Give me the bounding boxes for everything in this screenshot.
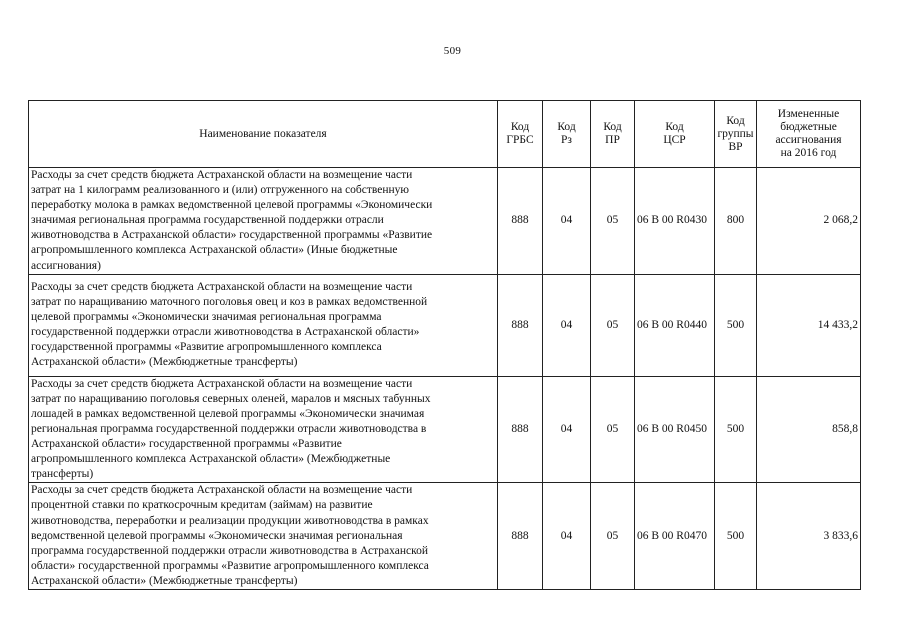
row-name-line: затрат на 1 килограмм реализованного и (или) отгруженного на собственную xyxy=(31,184,410,197)
row-name-line: значимая региональная программа государственной поддержки отрасли xyxy=(31,214,384,227)
header-rz xyxy=(543,101,591,168)
row-name-line: области» государственной программы «Развитие агропромышленного комплекса xyxy=(31,559,429,572)
row-rz: 04 xyxy=(543,274,591,376)
table-row xyxy=(29,483,861,590)
header-grbs-line: ГРБС xyxy=(506,134,534,146)
row-vr: 500 xyxy=(715,483,757,590)
row-name-cell xyxy=(29,483,498,590)
row-name-line: агропромышленного комплекса Астраханской области» (Межбюджетные xyxy=(31,453,391,466)
header-csr-line: ЦСР xyxy=(663,134,686,146)
row-amount: 3 833,6 xyxy=(757,483,861,590)
row-rz: 04 xyxy=(543,376,591,483)
row-name-line: лошадей в рамках ведомственной целевой программы «Экономически значимая xyxy=(31,407,425,420)
row-name-line: агропромышленного комплекса Астраханской области» (Иные бюджетные xyxy=(31,244,398,257)
header-pr xyxy=(591,101,635,168)
header-amount-line: бюджетные xyxy=(780,121,837,133)
table-header-row xyxy=(29,101,861,168)
row-name-line: ассигнования) xyxy=(31,259,101,272)
table-row xyxy=(29,168,861,275)
row-csr: 06 В 00 R0450 xyxy=(635,376,715,483)
row-name-line: Астраханской области» (Межбюджетные трансферты) xyxy=(31,356,298,369)
row-amount: 2 068,2 xyxy=(757,168,861,275)
row-grbs: 888 xyxy=(498,376,543,483)
header-grbs xyxy=(498,101,543,168)
header-name: Наименование показателя xyxy=(29,101,498,168)
row-name-cell xyxy=(29,274,498,376)
row-vr: 500 xyxy=(715,376,757,483)
row-name-line: Расходы за счет средств бюджета Астраханской области на возмещение части xyxy=(31,280,413,293)
header-rz-line: Код xyxy=(557,121,576,133)
header-pr-line: Код xyxy=(603,121,622,133)
budget-table xyxy=(28,100,861,590)
row-name-line: региональная программа государственной поддержки отрасли животноводства в xyxy=(31,422,427,435)
table-row xyxy=(29,274,861,376)
row-name-line: животноводства в Астраханской области» государственной программы «Развитие xyxy=(31,229,433,242)
table-row xyxy=(29,376,861,483)
row-vr: 800 xyxy=(715,168,757,275)
row-name-line: государственной поддержки отрасли животноводства в Астраханской области» xyxy=(31,326,420,339)
header-vr xyxy=(715,101,757,168)
row-pr: 05 xyxy=(591,274,635,376)
header-pr-line: ПР xyxy=(605,134,620,146)
row-rz: 04 xyxy=(543,168,591,275)
row-name-line: затрат по наращиванию маточного поголовья овец и коз в рамках ведомственной xyxy=(31,295,428,308)
header-vr-line: группы xyxy=(717,127,754,140)
row-name-line: Астраханской области» государственной программы «Развитие xyxy=(31,438,342,451)
header-rz-line: Рз xyxy=(561,134,572,146)
row-name-line: затрат по наращиванию поголовья северных оленей, маралов и мясных табунных xyxy=(31,392,431,405)
row-name-cell xyxy=(29,376,498,483)
row-name-line: трансферты) xyxy=(31,468,94,481)
row-name-line: государственной программы «Развитие агропромышленного комплекса xyxy=(31,341,382,354)
row-name-line: переработку молока в рамках ведомственной целевой программы «Экономически xyxy=(31,199,433,212)
page-number: 509 xyxy=(443,45,462,57)
row-pr: 05 xyxy=(591,168,635,275)
row-amount: 14 433,2 xyxy=(757,274,861,376)
header-amount-line: Измененные xyxy=(777,108,840,120)
row-name-line: программа государственной поддержки отрасли животноводства в Астраханской xyxy=(31,544,429,557)
header-amount-line: ассигнования xyxy=(775,134,842,146)
row-rz: 04 xyxy=(543,483,591,590)
row-name-line: ведомственной целевой программы «Экономически значимая региональная xyxy=(31,529,403,542)
row-grbs: 888 xyxy=(498,168,543,275)
row-amount: 858,8 xyxy=(757,376,861,483)
row-name-line: процентной ставки по краткосрочным кредитам (займам) на развитие xyxy=(31,499,373,512)
row-grbs: 888 xyxy=(498,483,543,590)
header-vr-line: ВР xyxy=(728,140,743,153)
row-csr: 06 В 00 R0470 xyxy=(635,483,715,590)
row-name-line: Расходы за счет средств бюджета Астраханской области на возмещение части xyxy=(31,484,413,497)
row-name-line: животноводства, переработки и реализации продукции животноводства в рамках xyxy=(31,514,429,527)
header-grbs-line: Код xyxy=(510,121,530,133)
row-pr: 05 xyxy=(591,483,635,590)
header-amount-line: на 2016 год xyxy=(780,147,837,159)
row-name-line: целевой программы «Экономически значимая региональная программа xyxy=(31,311,382,324)
row-grbs: 888 xyxy=(498,274,543,376)
header-csr xyxy=(635,101,715,168)
row-vr: 500 xyxy=(715,274,757,376)
row-pr: 05 xyxy=(591,376,635,483)
row-name-line: Астраханской области» (Межбюджетные трансферты) xyxy=(31,574,298,587)
header-csr-line: Код xyxy=(665,121,684,133)
row-name-cell xyxy=(29,168,498,275)
row-name-line: Расходы за счет средств бюджета Астраханской области на возмещение части xyxy=(31,169,413,181)
row-csr: 06 В 00 R0430 xyxy=(635,168,715,275)
row-name-line: Расходы за счет средств бюджета Астраханской области на возмещение части xyxy=(31,377,413,390)
header-amount xyxy=(757,101,861,168)
row-csr: 06 В 00 R0440 xyxy=(635,274,715,376)
header-vr-line: Код xyxy=(726,114,745,127)
